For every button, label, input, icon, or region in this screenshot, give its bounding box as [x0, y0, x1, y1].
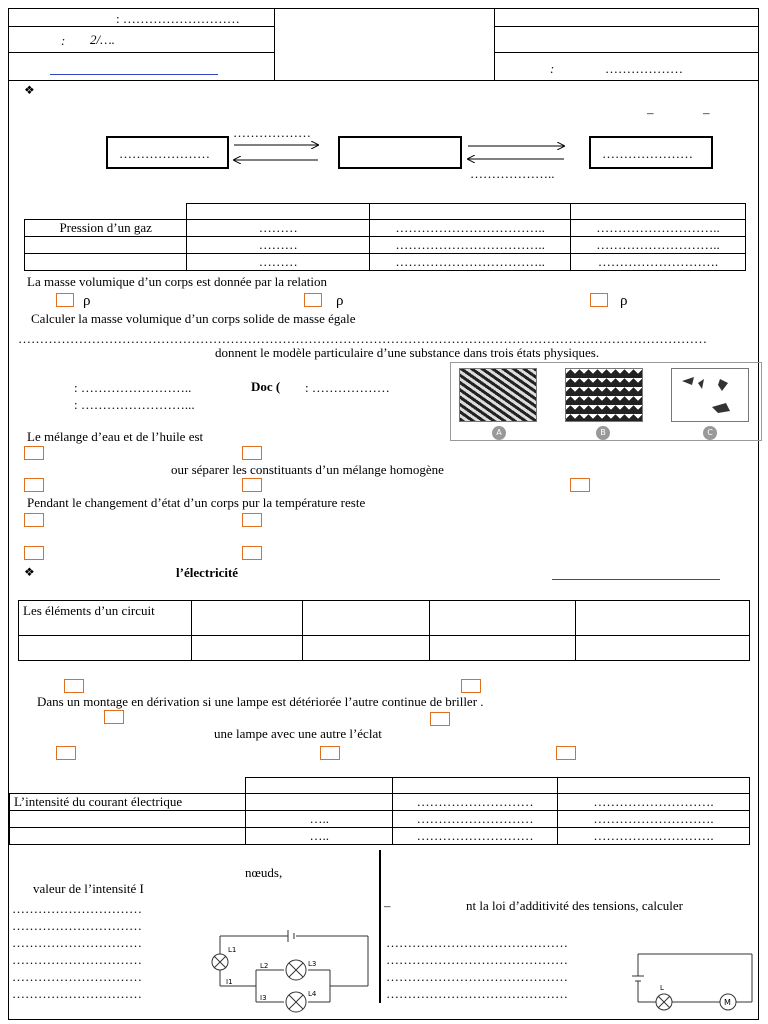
header-page-number: 2/…. [90, 32, 115, 47]
header-right-value: ……………… [605, 61, 683, 76]
table-cell: ……………………… [393, 828, 558, 845]
doc-field-2: : ……………………... [74, 397, 195, 412]
table-cell: ………………………. [558, 794, 750, 811]
calcul-text: Calculer la masse volumique d’un corps solide de masse égale [31, 311, 356, 326]
checkbox-rho-1[interactable] [56, 293, 74, 307]
section1-dash-2: – [703, 105, 710, 120]
table-header-row [10, 778, 750, 794]
separer-text: our séparer les constituants d’un mélange homogène [171, 462, 444, 477]
intensite-text: valeur de l’intensité I [33, 881, 144, 896]
state-box-right-text: ………………… [602, 146, 693, 161]
checkbox-melange-2[interactable] [242, 446, 262, 460]
table-header-row [25, 204, 746, 220]
table-row [10, 811, 750, 828]
state-arrows [0, 0, 768, 200]
checkbox-changement-3[interactable] [24, 546, 44, 560]
header-field-1: : ……………………… [116, 11, 240, 26]
table-cell: …………………………….. [370, 237, 571, 254]
particle-model-gas [671, 368, 749, 422]
gas-particles-icon [672, 369, 748, 421]
right-answer-line: …………………………………… [386, 986, 568, 1001]
doc-label: Doc ( [251, 379, 281, 394]
header-right-colon: : [550, 61, 555, 76]
section1-dash-1: – [647, 105, 654, 120]
doc-intro-text: donnent le modèle particulaire d’une substance dans trois états physiques. [215, 345, 600, 360]
checkbox-changement-1[interactable] [24, 513, 44, 527]
left-answer-line: ………………………… [12, 918, 142, 933]
lampe-text: une lampe avec une autre l’éclat [214, 726, 382, 741]
tensions-text: nt la loi d’additivité des tensions, calculer [466, 898, 683, 913]
section1-bullet-icon: ❖ [24, 83, 35, 97]
rho-symbol-1: ρ [83, 293, 91, 309]
table-cell: ……… [187, 220, 370, 237]
melange-text: Le mélange d’eau et de l’huile est [27, 429, 204, 444]
table-cell: …………………………….. [370, 254, 571, 271]
table-cell [246, 794, 393, 811]
bottom-divider [379, 850, 381, 1003]
circuit-diagram-left [200, 926, 376, 1018]
section2-title: l’électricité [176, 565, 239, 580]
circuit-label-l: L [660, 984, 664, 992]
rho-symbol-2: ρ [336, 293, 344, 309]
table-row [10, 828, 750, 845]
intensite-table [9, 777, 750, 845]
table-cell: …………………………….. [370, 220, 571, 237]
state-box-left-text: ………………… [119, 146, 210, 161]
left-answer-line: ………………………… [12, 986, 142, 1001]
table-row [25, 220, 746, 237]
tensions-dash: – [384, 898, 391, 913]
pression-table [24, 203, 746, 271]
table-row [25, 254, 746, 271]
circuit-row-label: Les éléments d’un circuit [19, 601, 192, 636]
checkbox-derivation-4[interactable] [430, 712, 450, 726]
circuit-label-i1: I1 [226, 978, 233, 986]
intensite-row-label: L’intensité du courant électrique [10, 794, 246, 811]
checkbox-rho-3[interactable] [590, 293, 608, 307]
right-answer-line: …………………………………… [386, 969, 568, 984]
checkbox-derivation-1[interactable] [64, 679, 84, 693]
circuit-diagram-right [628, 950, 756, 1016]
checkbox-derivation-3[interactable] [104, 710, 124, 724]
table-cell: ……………………… [393, 794, 558, 811]
checkbox-changement-4[interactable] [242, 546, 262, 560]
motor-icon: M [724, 998, 731, 1007]
image-label-c: C [703, 426, 717, 440]
image-label-b: B [596, 426, 610, 440]
table-cell: ……………………… [393, 811, 558, 828]
table-cell: ……………………….. [571, 220, 746, 237]
table-row [25, 237, 746, 254]
rho-symbol-3: ρ [620, 293, 628, 309]
checkbox-changement-2[interactable] [242, 513, 262, 527]
arrow-bottom-label: ……………….. [470, 166, 555, 181]
table-cell: ……… [187, 254, 370, 271]
doc-field-1: : …………………….. [74, 380, 192, 395]
checkbox-separer-2[interactable] [242, 478, 262, 492]
checkbox-separer-1[interactable] [24, 478, 44, 492]
answer-dotted-line: …………………………………………………………………………………………………………………………………………… [18, 332, 707, 345]
checkbox-lampe-1[interactable] [56, 746, 76, 760]
section2-link-underline [552, 579, 720, 580]
checkbox-lampe-2[interactable] [320, 746, 340, 760]
derivation-text: Dans un montage en dérivation si une lampe est détériorée l’autre continue de briller . [37, 694, 484, 709]
arrow-top-label: ……………… [233, 125, 311, 140]
noeuds-text: nœuds, [245, 865, 283, 880]
left-answer-line: ………………………… [12, 935, 142, 950]
circuit-label-l4: L4 [308, 990, 317, 998]
circuit-label-i3: I3 [260, 994, 267, 1002]
pression-row-label: Pression d’un gaz [25, 220, 187, 237]
checkbox-lampe-3[interactable] [556, 746, 576, 760]
table-row [10, 794, 750, 811]
circuit-label-l3: L3 [308, 960, 317, 968]
circuit-label-l2: L2 [260, 962, 269, 970]
table-cell: ….. [246, 828, 393, 845]
table-cell: ………………………. [571, 254, 746, 271]
particle-model-solid-ordered [565, 368, 643, 422]
checkbox-separer-3[interactable] [570, 478, 590, 492]
table-row [19, 636, 750, 661]
circuit-table [18, 600, 750, 661]
doc-colon-value: : ……………… [305, 380, 390, 395]
left-answer-line: ………………………… [12, 969, 142, 984]
masse-volumique-text: La masse volumique d’un corps est donnée par la relation [27, 274, 327, 289]
left-answer-line: ………………………… [12, 901, 142, 916]
checkbox-melange-1[interactable] [24, 446, 44, 460]
checkbox-derivation-2[interactable] [461, 679, 481, 693]
table-cell: ……………………….. [571, 237, 746, 254]
particle-model-solid-disordered [459, 368, 537, 422]
table-row [19, 601, 750, 636]
right-answer-line: …………………………………… [386, 935, 568, 950]
left-answer-line: ………………………… [12, 952, 142, 967]
circuit-label-l1: L1 [228, 946, 237, 954]
changement-text: Pendant le changement d’état d’un corps pur la température reste [27, 495, 366, 510]
section2-bullet-icon: ❖ [24, 565, 35, 579]
table-cell: ……… [187, 237, 370, 254]
header-field-2-colon: : [61, 33, 66, 48]
table-cell: ………………………. [558, 811, 750, 828]
image-label-a: A [492, 426, 506, 440]
table-cell: ………………………. [558, 828, 750, 845]
right-answer-line: …………………………………… [386, 952, 568, 967]
checkbox-rho-2[interactable] [304, 293, 322, 307]
table-cell: ….. [246, 811, 393, 828]
